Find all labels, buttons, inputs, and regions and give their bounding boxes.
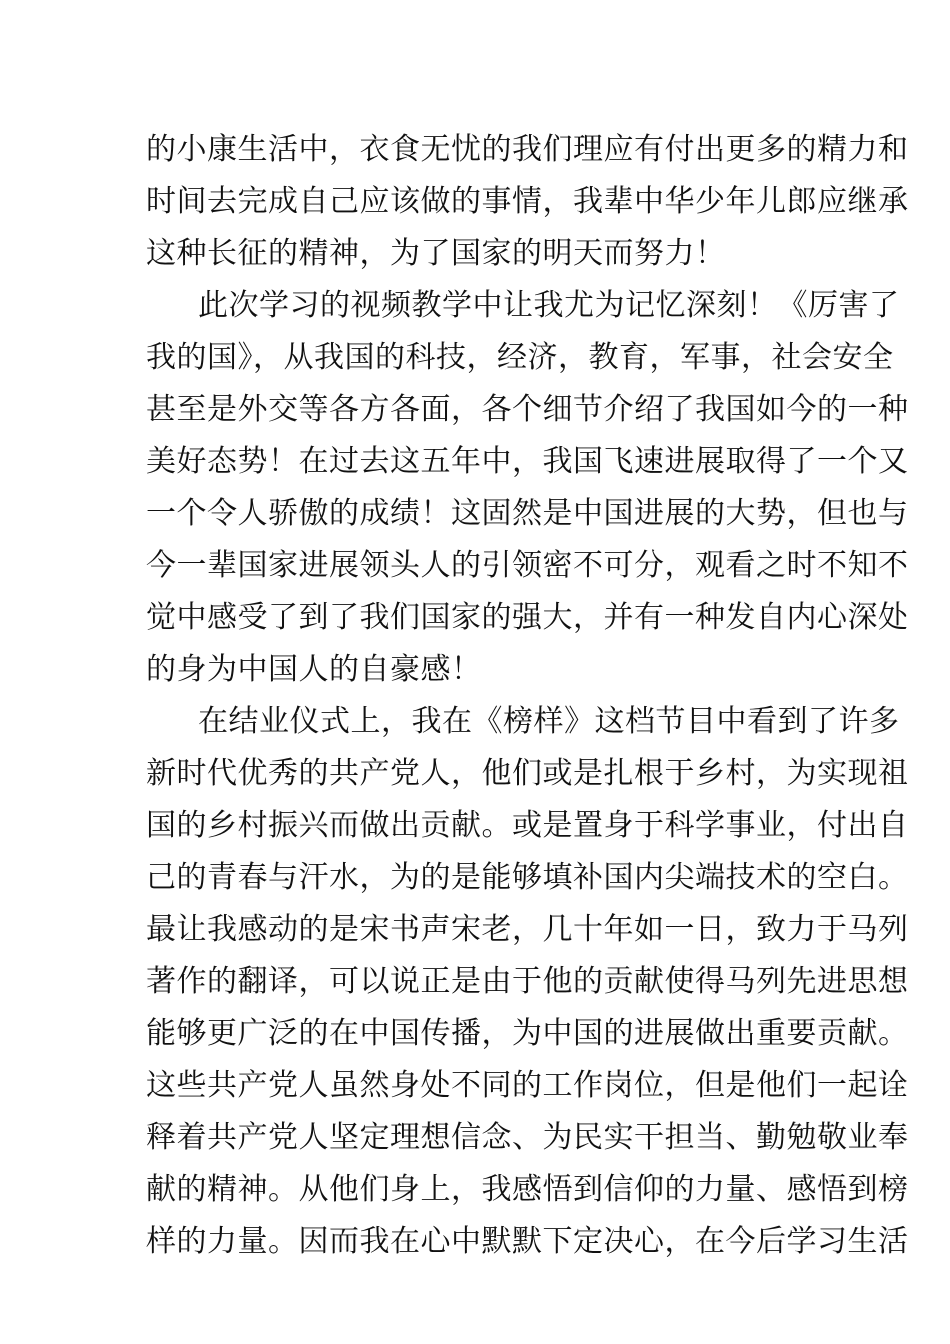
text-line: 时间去完成自己应该做的事情，我辈中华少年儿郎应继承 [146,184,909,219]
text-line: 新时代优秀的共产党人，他们或是扎根于乡村，为实现祖 [146,756,909,791]
paragraph-first-line: 在结业仪式上，我在《榜样》这档节目中看到了许多 [198,704,900,739]
text-line: 释着共产党人坚定理想信念、为民实干担当、勤勉敬业奉 [146,1120,909,1155]
text-line: 觉中感受了到了我们国家的强大，并有一种发自内心深处 [146,600,909,635]
text-line: 最让我感动的是宋书声宋老，几十年如一日，致力于马列 [146,912,909,947]
text-line: 甚至是外交等各方各面，各个细节介绍了我国如今的一种 [146,392,909,427]
text-line: 的身为中国人的自豪感！ [146,652,482,687]
text-line: 己的青春与汗水，为的是能够填补国内尖端技术的空白。 [146,860,909,895]
text-line: 美好态势！在过去这五年中，我国飞速进展取得了一个又 [146,444,909,479]
text-line: 今一辈国家进展领头人的引领密不可分，观看之时不知不 [146,548,909,583]
text-line: 这些共产党人虽然身处不同的工作岗位，但是他们一起诠 [146,1068,909,1103]
text-line: 一个令人骄傲的成绩！这固然是中国进展的大势，但也与 [146,496,909,531]
text-line: 这种长征的精神，为了国家的明天而努力！ [146,236,726,271]
text-line: 国的乡村振兴而做出贡献。或是置身于科学事业，付出自 [146,808,909,843]
text-line: 我的国》，从我国的科技，经济，教育，军事，社会安全 [146,340,894,375]
text-line: 样的力量。因而我在心中默默下定决心，在今后学习生活 [146,1224,909,1259]
text-line: 献的精神。从他们身上，我感悟到信仰的力量、感悟到榜 [146,1172,909,1207]
text-line: 能够更广泛的在中国传播，为中国的进展做出重要贡献。 [146,1016,909,1051]
paragraph-first-line: 此次学习的视频教学中让我尤为记忆深刻！《厉害了 [198,288,900,323]
text-line: 的小康生活中，衣食无忧的我们理应有付出更多的精力和 [146,132,909,167]
text-line: 著作的翻译，可以说正是由于他的贡献使得马列先进思想 [146,964,909,999]
